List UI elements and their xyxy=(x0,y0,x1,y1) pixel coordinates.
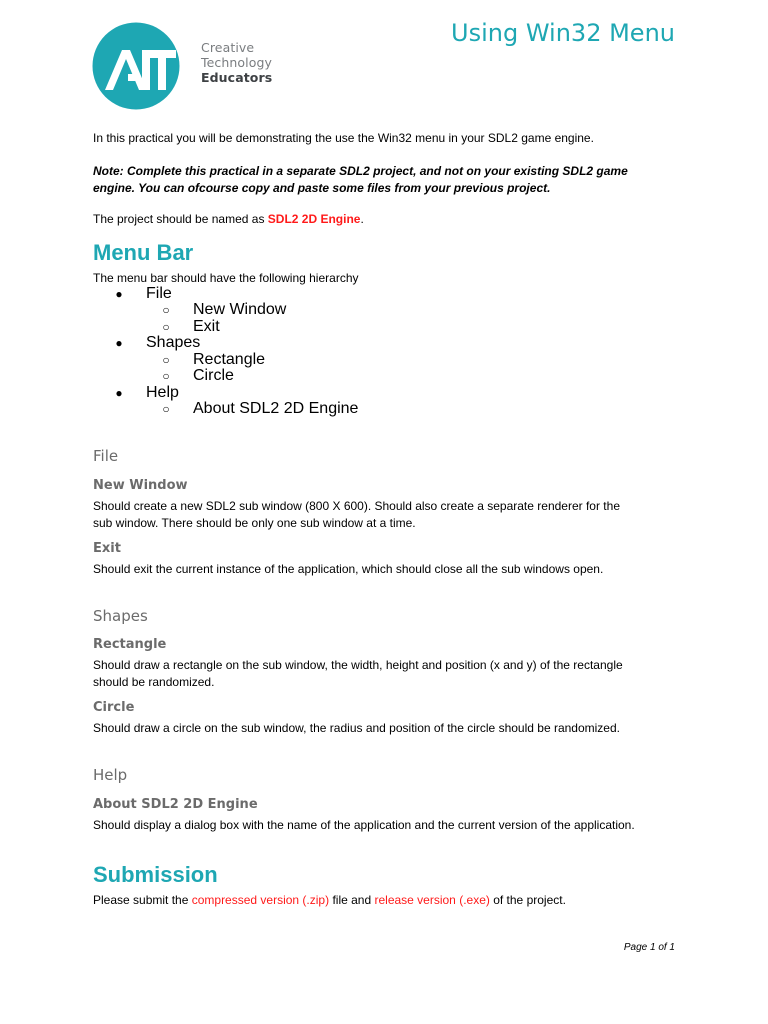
exe-text: release version (.exe) xyxy=(374,893,490,907)
document-title: Using Win32 Menu xyxy=(451,19,675,47)
about-description: Should display a dialog box with the name of the application and the current version of the application. xyxy=(93,818,635,832)
help-heading: Help xyxy=(93,766,128,784)
project-name-paragraph xyxy=(93,211,683,228)
bullet-icon: ● xyxy=(115,336,123,350)
circle-bullet-icon: ○ xyxy=(162,320,170,334)
list-item-label: File xyxy=(146,285,172,302)
project-name-suffix: . xyxy=(360,212,364,226)
exit-heading: Exit xyxy=(93,541,121,556)
list-item-label: Rectangle xyxy=(193,351,266,368)
rectangle-heading: Rectangle xyxy=(93,637,167,652)
submission-paragraph xyxy=(93,892,683,909)
circle-bullet-icon: ○ xyxy=(162,369,170,383)
menu-bar-heading: Menu Bar xyxy=(93,240,194,265)
submission-middle: file and xyxy=(329,893,375,907)
note-line-1: Note: Complete this practical in a separate SDL2 project, and not on your existing SDL2 game xyxy=(93,164,628,178)
project-name-prefix: The project should be named as xyxy=(93,212,268,226)
brand-line-creative: Creative xyxy=(201,40,255,55)
rectangle-line-1: Should draw a rectangle on the sub window, the width, height and position (x and y) of the rectangle xyxy=(93,658,623,672)
circle-heading: Circle xyxy=(93,700,135,715)
brand-line-technology: Technology xyxy=(201,55,273,70)
zip-text: compressed version (.zip) xyxy=(191,893,330,907)
file-heading: File xyxy=(93,447,119,465)
circle-description: Should draw a circle on the sub window, the radius and position of the circle should be randomized. xyxy=(93,721,620,735)
intro-paragraph: In this practical you will be demonstrating the use the Win32 menu in your SDL2 game engine. xyxy=(93,131,594,145)
bullet-icon: ● xyxy=(115,386,123,400)
new-window-description xyxy=(93,498,683,531)
new-window-line-1: Should create a new SDL2 sub window (800 X 600). Should also create a separate renderer for the xyxy=(93,499,620,513)
list-item-label: Help xyxy=(146,384,179,401)
list-item-label: Exit xyxy=(193,318,220,335)
note-line-2: engine. You can ofcourse copy and paste some files from your previous project. xyxy=(93,180,551,195)
circle-bullet-icon: ○ xyxy=(162,303,170,317)
list-item-label: Circle xyxy=(193,367,234,384)
note-paragraph xyxy=(93,163,683,196)
list-item-label: About SDL2 2D Engine xyxy=(193,400,359,417)
rectangle-description xyxy=(93,657,683,690)
submission-prefix: Please submit the xyxy=(93,893,192,907)
about-heading: About SDL2 2D Engine xyxy=(93,797,258,812)
rectangle-line-2: should be randomized. xyxy=(93,674,215,689)
menu-bar-description: The menu bar should have the following hierarchy xyxy=(93,271,359,285)
ait-logo xyxy=(92,22,200,110)
submission-heading: Submission xyxy=(93,862,218,887)
submission-suffix: of the project. xyxy=(489,893,566,907)
list-item-label: Shapes xyxy=(146,334,201,351)
brand-text xyxy=(201,40,272,85)
circle-bullet-icon: ○ xyxy=(162,353,170,367)
shapes-heading: Shapes xyxy=(93,607,148,625)
project-name-value: SDL2 2D Engine xyxy=(267,212,361,226)
brand-line-educators: Educators xyxy=(201,70,273,85)
page-number: Page 1 of 1 xyxy=(623,942,675,953)
circle-bullet-icon: ○ xyxy=(162,402,170,416)
list-item-label: New Window xyxy=(193,301,287,318)
new-window-heading: New Window xyxy=(93,478,188,493)
bullet-icon: ● xyxy=(115,287,123,301)
new-window-line-2: sub window. There should be only one sub window at a time. xyxy=(93,515,416,530)
exit-description: Should exit the current instance of the application, which should close all the sub windows open. xyxy=(93,562,604,576)
